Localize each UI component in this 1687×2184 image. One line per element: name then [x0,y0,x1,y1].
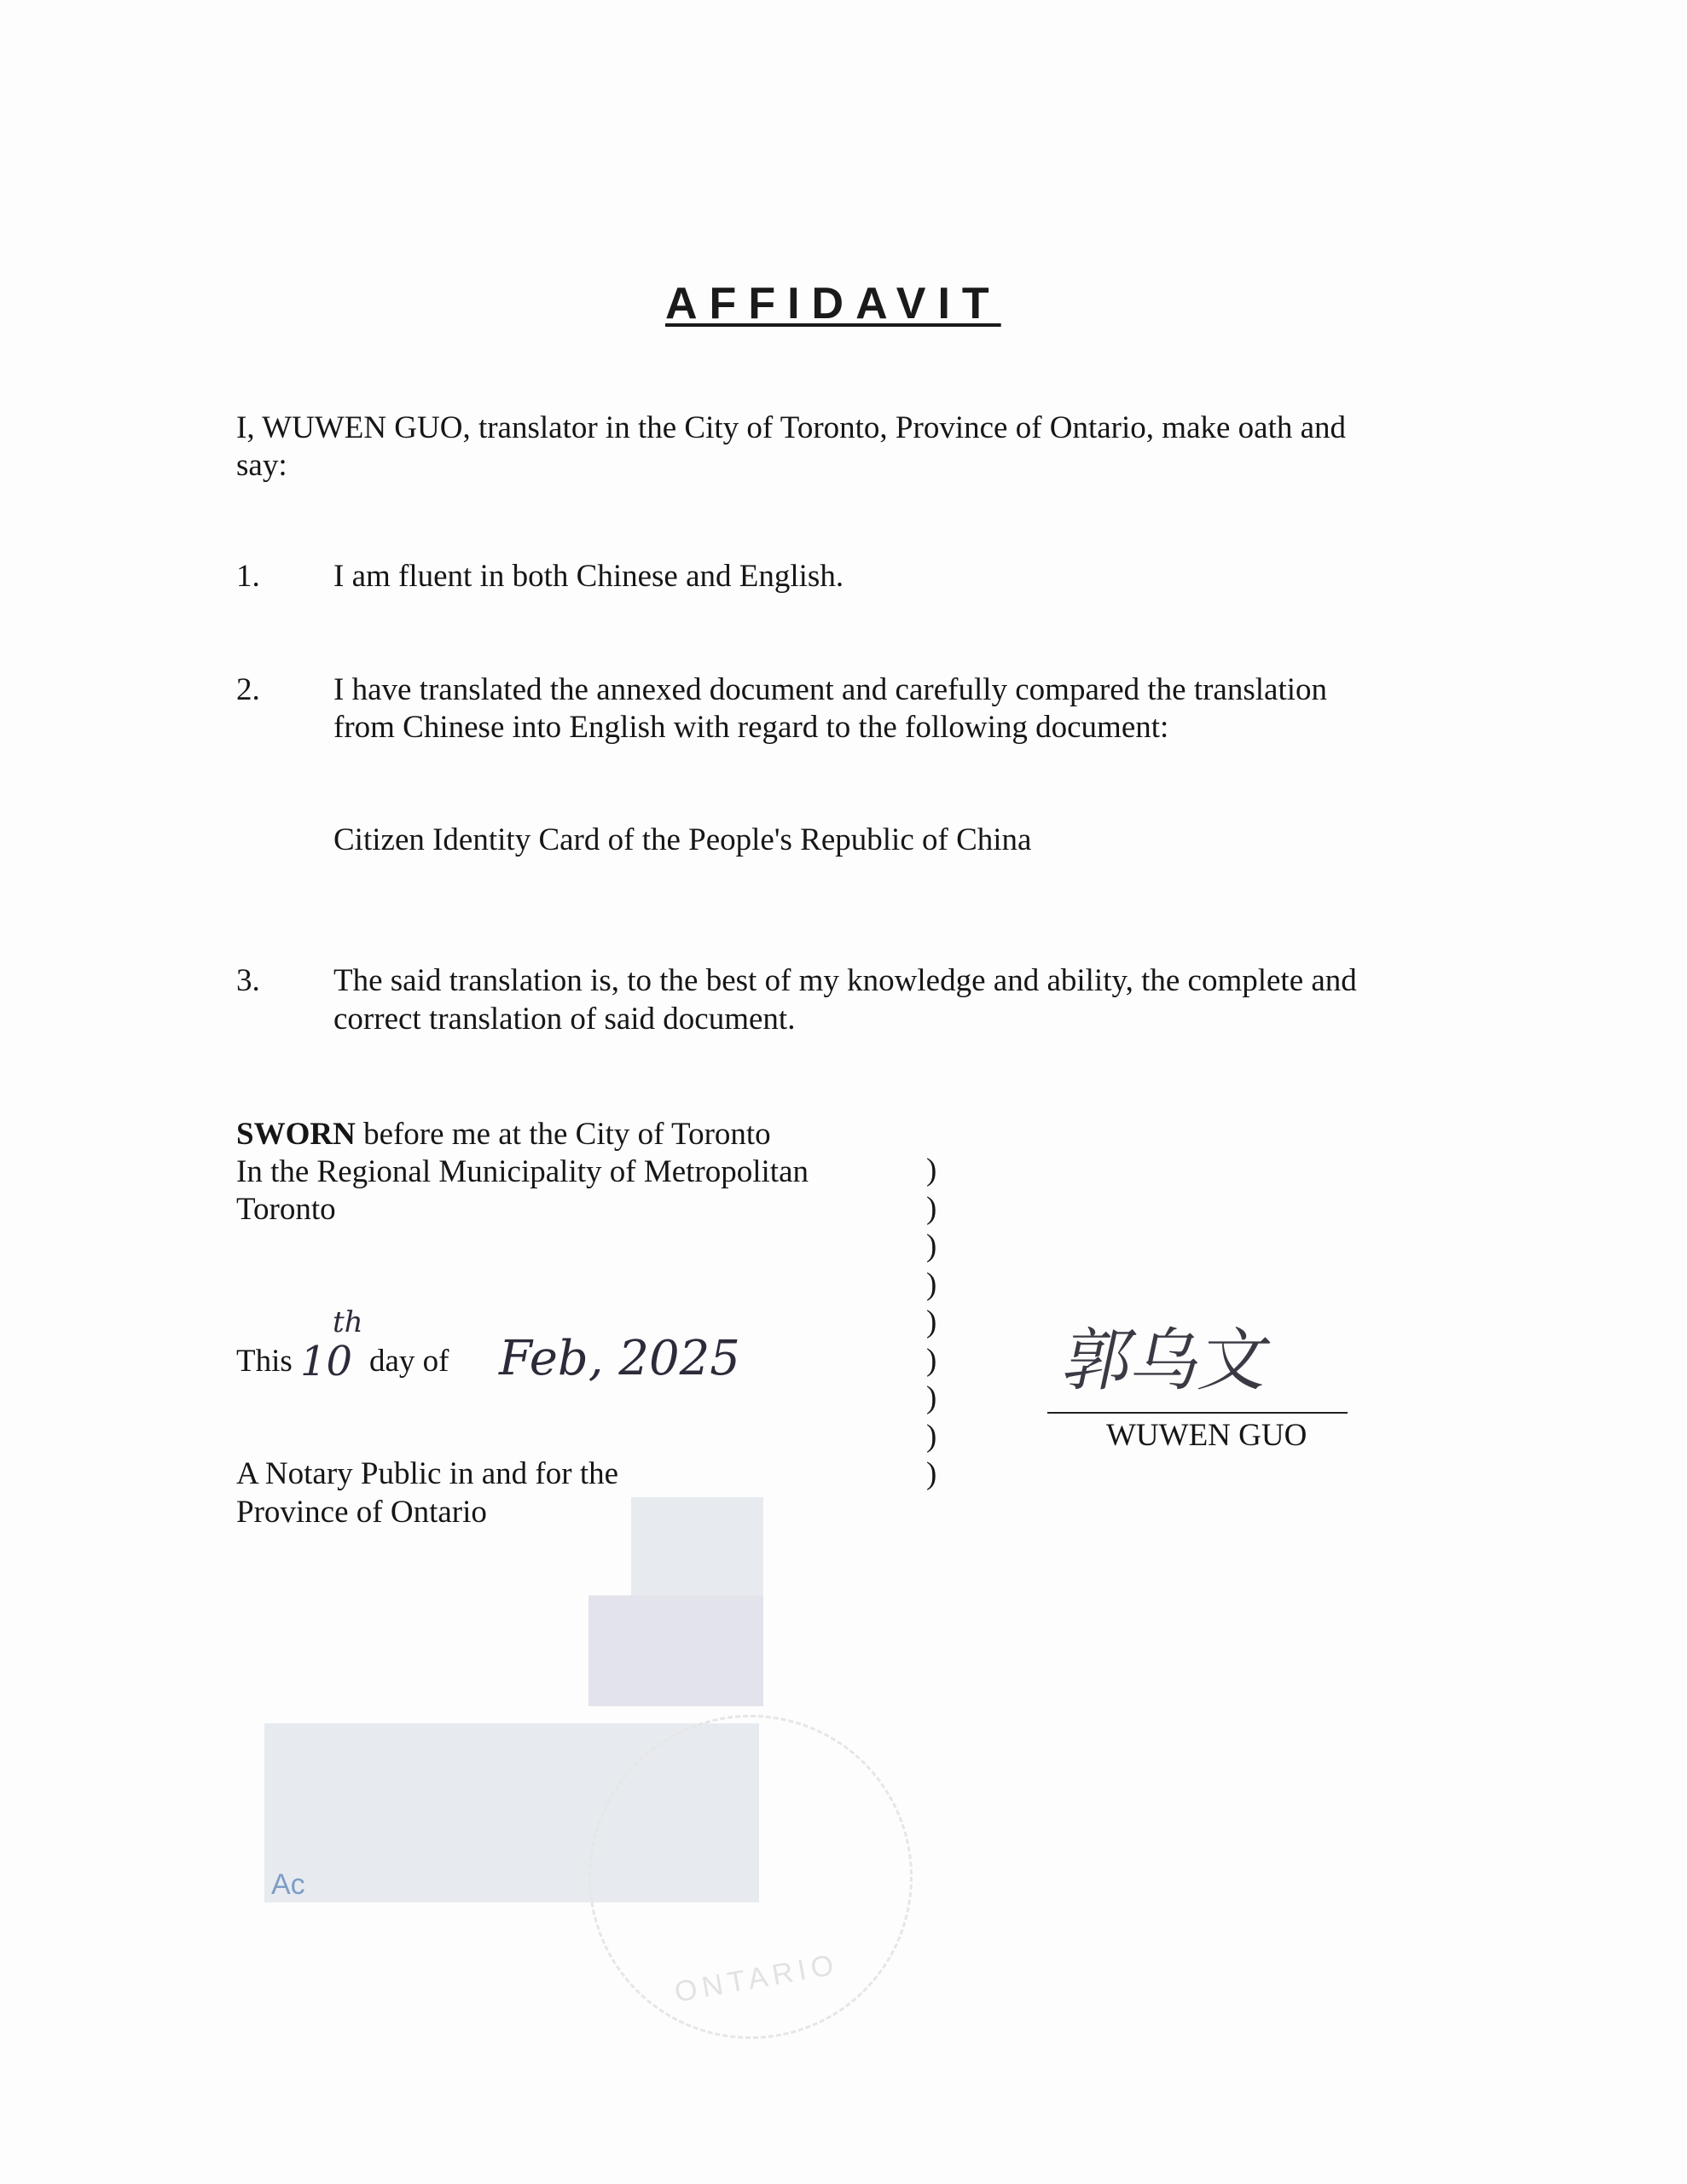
sworn-rest: before me at the City of Toronto [355,1117,771,1152]
item-2-number: 2. [236,672,260,707]
day-of-label: day of [369,1344,449,1379]
notary-line-1: A Notary Public in and for the [236,1456,619,1491]
signature-line [1047,1412,1348,1414]
document-title: AFFIDAVIT [665,279,1001,328]
handwritten-day: 10 [300,1338,353,1385]
signatory-name: WUWEN GUO [1106,1418,1307,1453]
redacted-block [588,1595,763,1706]
item-2-line-1: I have translated the annexed document and carefully compared the translation [333,672,1328,707]
stamp-fragment: Ac [271,1868,305,1901]
jurat-line-2: In the Regional Municipality of Metropolitan [236,1154,809,1189]
intro-line-2: say: [236,448,287,483]
signature-handwriting: 郭乌文 [1056,1321,1278,1400]
sworn-line [236,1115,771,1153]
notary-line-2: Province of Ontario [236,1495,487,1530]
seal-text: ONTARIO [672,1948,842,2009]
this-label: This [236,1344,293,1379]
redacted-block [631,1497,763,1595]
jurat-line-3: Toronto [236,1192,336,1227]
handwritten-day-suffix: th [333,1305,363,1339]
item-1-text: I am fluent in both Chinese and English. [333,559,844,594]
item-1-number: 1. [236,559,260,594]
item-2-line-2: from Chinese into English with regard to the following document: [333,710,1169,745]
intro-line-1: I, WUWEN GUO, translator in the City of Toronto, Province of Ontario, make oath and [236,410,1347,445]
item-3-line-1: The said translation is, to the best of my knowledge and ability, the complete and [333,963,1357,998]
parentheses-column: ) ) ) ) ) ) ) ) ) [926,1153,937,1491]
item-3-line-2: correct translation of said document. [333,1002,796,1037]
item-3-number: 3. [236,963,260,998]
sworn-bold: SWORN [236,1117,356,1152]
handwritten-month-year: Feb, 2025 [499,1331,740,1386]
referenced-document: Citizen Identity Card of the People's Republic of China [333,822,1032,857]
